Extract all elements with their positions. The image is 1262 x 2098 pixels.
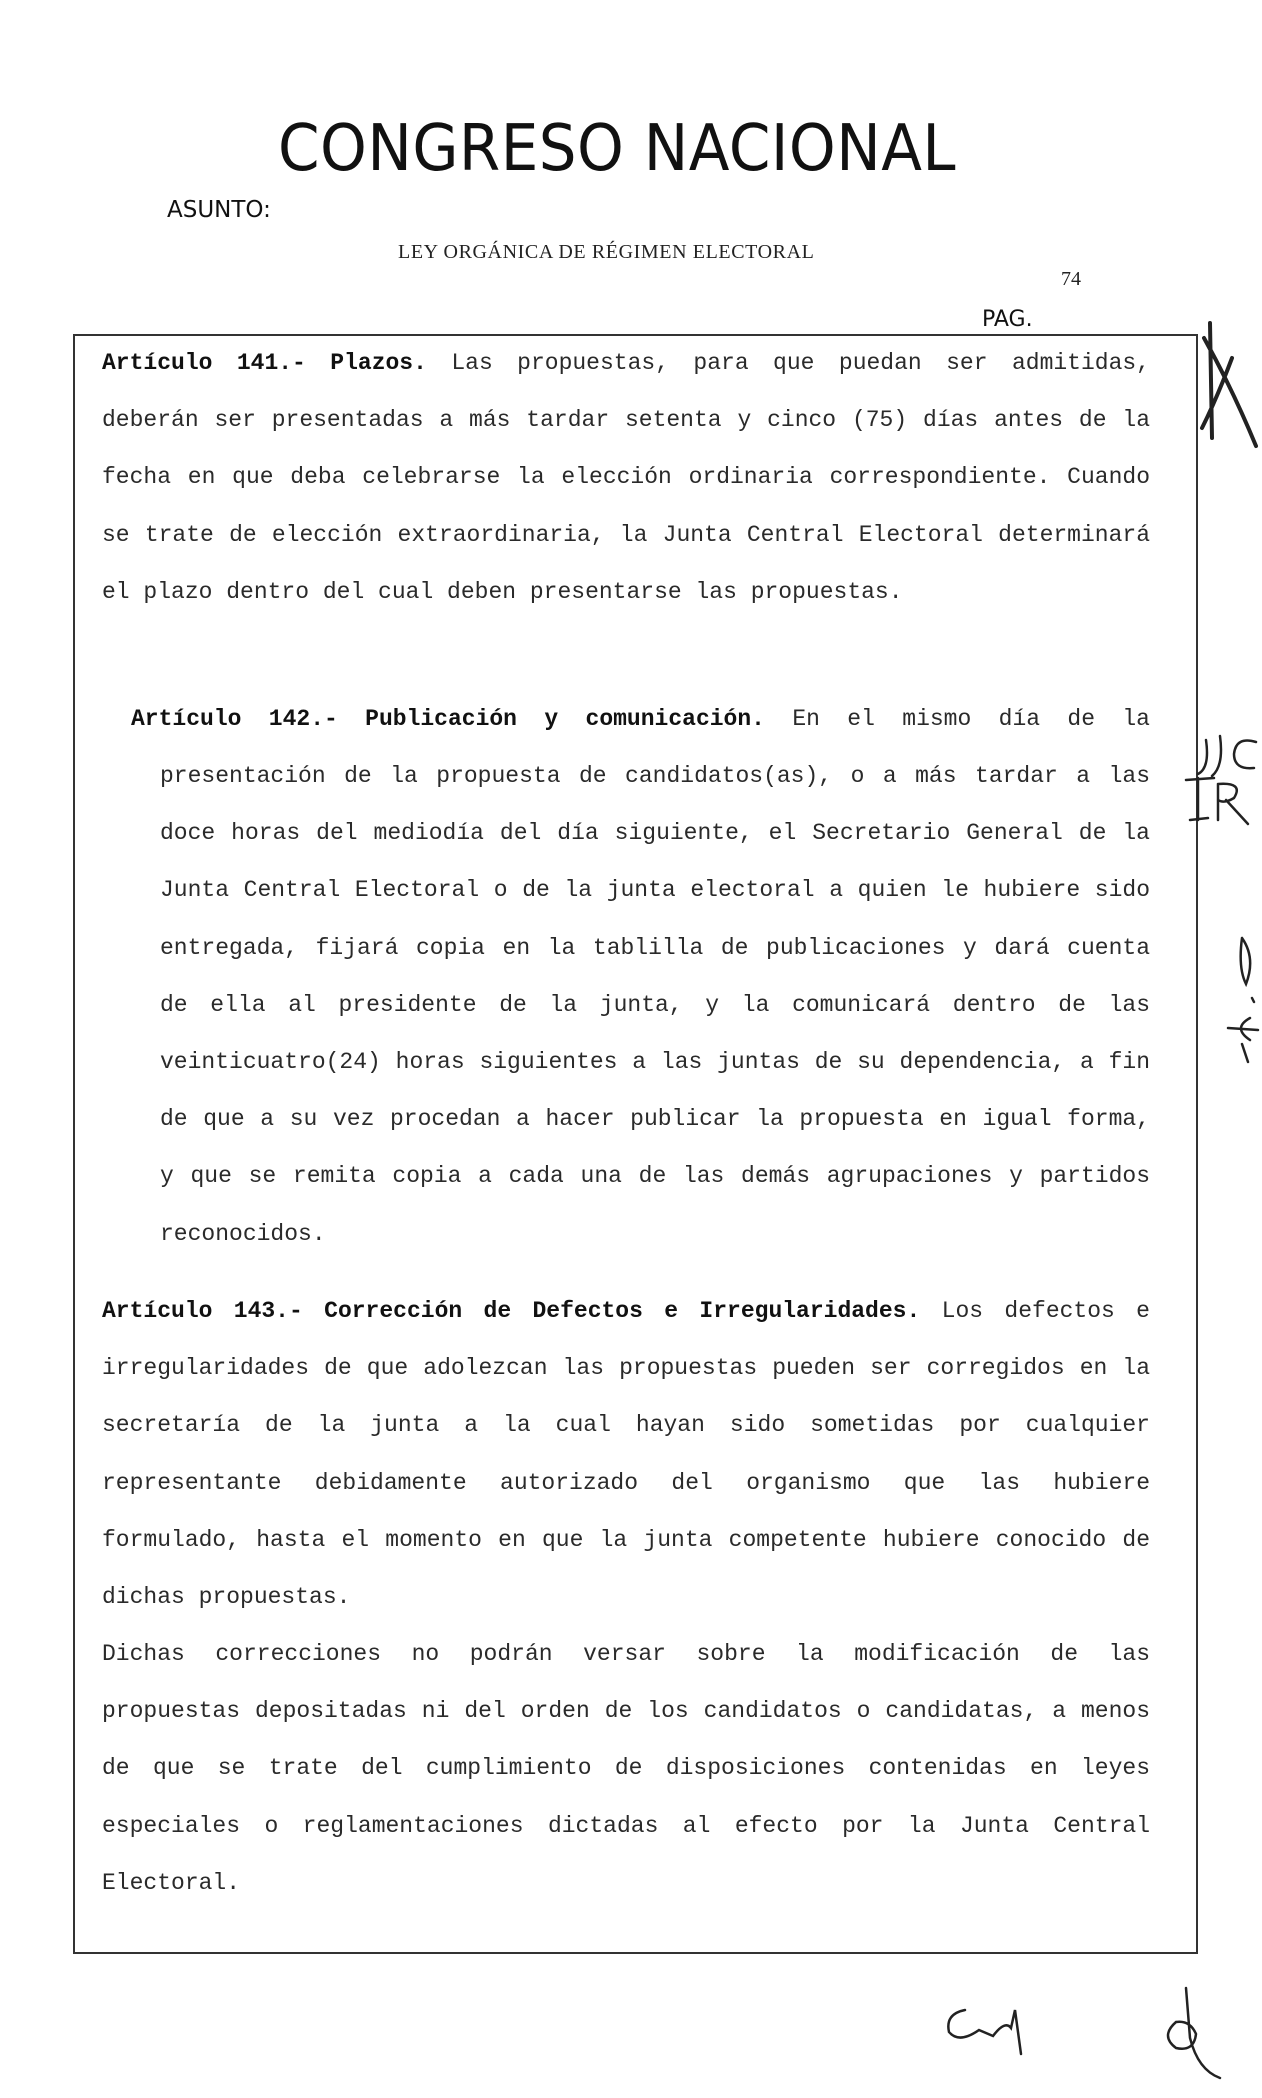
document-subject: LEY ORGÁNICA DE RÉGIMEN ELECTORAL — [398, 241, 815, 263]
article-143-heading: Artículo 143.- Corrección de Defectos e Irregularidades. — [102, 1298, 921, 1324]
handwritten-signature-bottom — [935, 1990, 1045, 2060]
congress-title: CONGRESO NACIONAL — [278, 112, 957, 186]
handwritten-initial-bottom-right — [1150, 1978, 1230, 2088]
article-141-heading: Artículo 141.- Plazos. — [102, 350, 427, 376]
article-143-body: Los defectos e irregularidades de que adolezcan las propuestas pueden ser corregidos en la secretaría de la junta a la cual hayan sido sometidas por cualquier representante debidamente autorizado del organismo que las hubiere formulado, hasta el momento en que la junta competente hubiere conocido de dichas propuestas. — [102, 1298, 1150, 1611]
pag-label: PAG. — [982, 307, 1033, 332]
article-142-first-line-tail: En el mismo día de la — [764, 706, 1150, 732]
article-142-body: presentación de la propuesta de candidatos(as), o a más tardar a las doce horas del mediodía del día siguiente, el Secretario General de la Junta Central Electoral o de la junta electoral a quien le hubiere sido entregada, fijará copia en la tablilla de publicaciones y dará cuenta de ella al presidente de la junta, y la comunicará dentro de las veinticuatro(24) horas siguientes a las juntas de su dependencia, a fin de que a su vez procedan a hacer publicar la propuesta en igual forma, y que se remita copia a cada una de las demás agrupaciones y partidos reconocidos. — [160, 763, 1150, 1247]
article-142-first-line — [131, 691, 1150, 748]
article-141-body: Las propuestas, para que puedan ser admitidas, deberán ser presentadas a más tardar setenta y cinco (75) días antes de la fecha en que deba celebrarse la elección ordinaria correspondiente. Cuando se trate de elección extraordinaria, la Junta Central Electoral determinará el plazo dentro del cual deben presentarse las propuestas. — [102, 350, 1150, 605]
asunto-label: ASUNTO: — [167, 197, 271, 223]
page-number: 74 — [1061, 268, 1081, 290]
article-142-heading: Artículo 142.- Publicación y comunicación. — [131, 706, 765, 732]
handwritten-initials-jjc — [1184, 728, 1262, 838]
article-141 — [102, 335, 1150, 621]
article-143 — [102, 1283, 1150, 1626]
handwritten-check-mark — [1192, 318, 1262, 458]
article-143-paragraph-2: Dichas correcciones no podrán versar sobre la modificación de las propuestas depositadas ni del orden de los candidatos o candidatas, a menos de que se trate del cumplimiento de disposiciones contenidas en leyes especiales o reglamentaciones dictadas al efecto por la Junta Central Electoral. — [102, 1641, 1150, 1896]
handwritten-initials-rc — [1222, 928, 1262, 1068]
